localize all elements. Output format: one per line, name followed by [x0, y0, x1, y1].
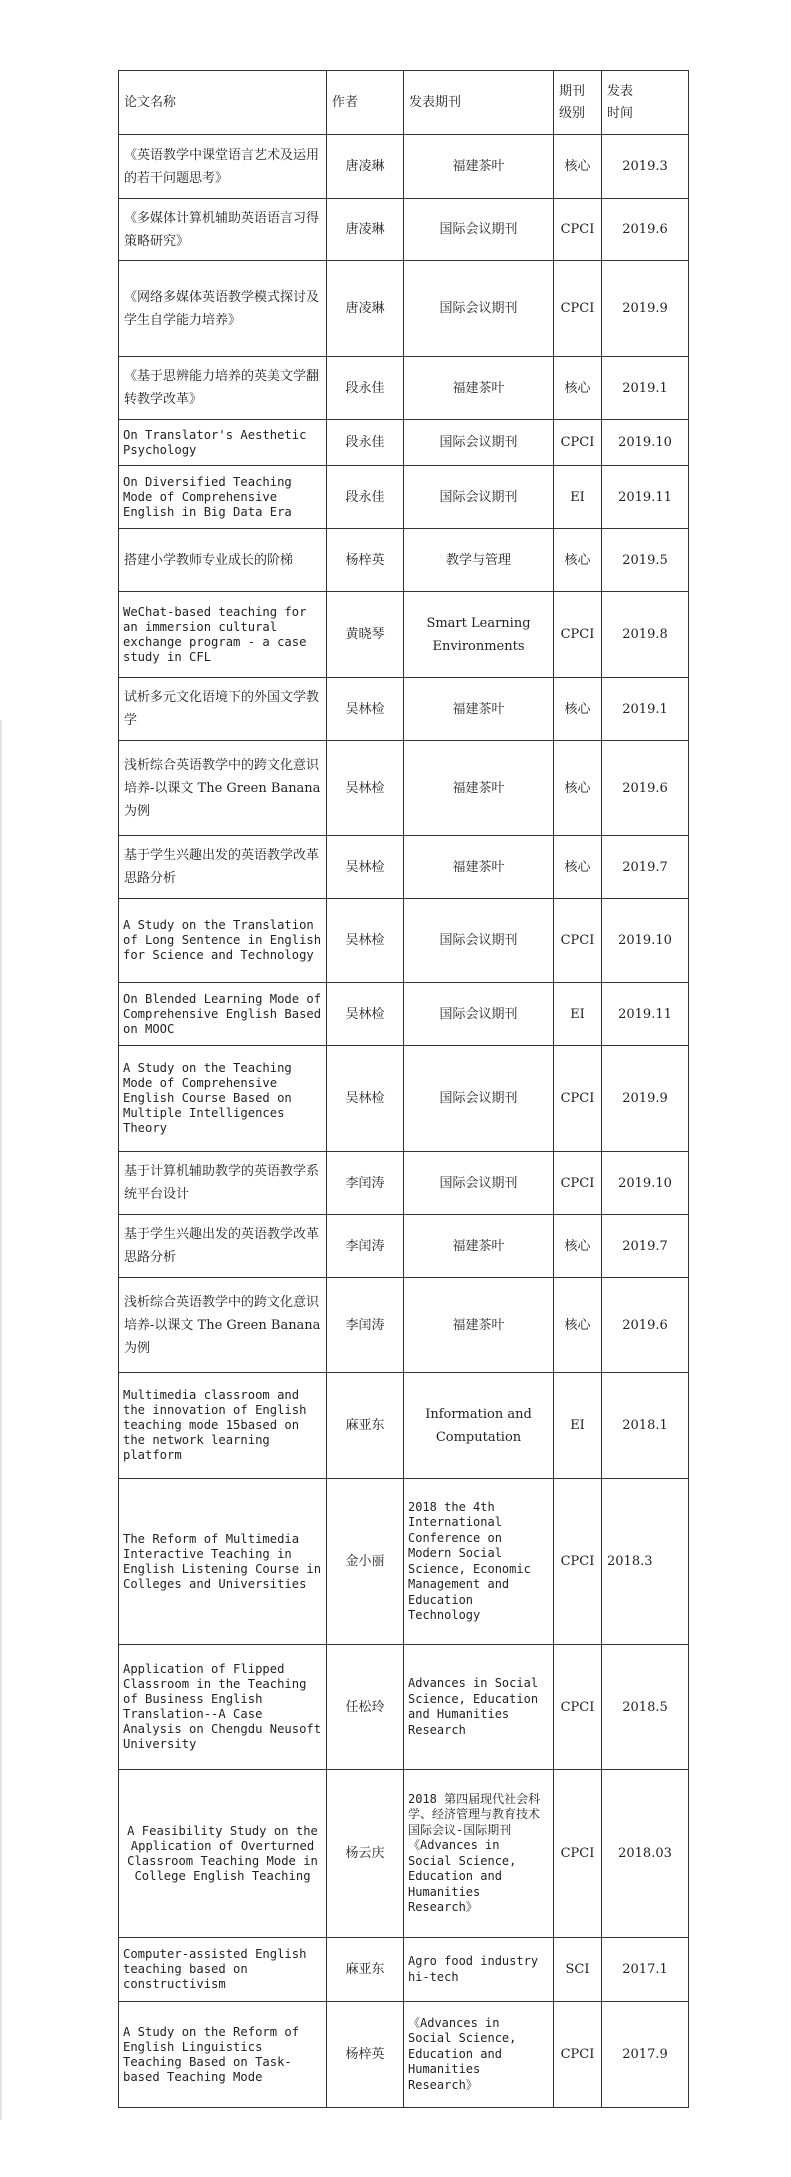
paper-level: SCI [554, 1938, 602, 2002]
paper-author: 李闰涛 [327, 1152, 404, 1215]
page-edge-shadow [0, 720, 2, 2120]
paper-author: 李闰涛 [327, 1215, 404, 1278]
paper-journal: 教学与管理 [404, 529, 554, 592]
paper-title: 《基于思辨能力培养的英美文学翻转教学改革》 [119, 357, 327, 420]
table-row [119, 678, 689, 741]
paper-level: 核心 [554, 529, 602, 592]
table-row [119, 1770, 689, 1938]
paper-level: CPCI [554, 2002, 602, 2108]
table-row [119, 1152, 689, 1215]
table-row [119, 2002, 689, 2108]
paper-level: 核心 [554, 741, 602, 836]
paper-author: 唐凌琳 [327, 135, 404, 199]
paper-journal: 福建茶叶 [404, 1278, 554, 1373]
paper-journal: 国际会议期刊 [404, 199, 554, 261]
paper-level: CPCI [554, 199, 602, 261]
table-row [119, 199, 689, 261]
header-time: 发表 时间 [602, 71, 689, 135]
paper-level: CPCI [554, 261, 602, 357]
paper-date: 2017.1 [602, 1938, 689, 2002]
paper-journal: 2018 第四届现代社会科学、经济管理与教育技术国际会议-国际期刊《Advances in Social Science, Education and Humanities Research》 [404, 1770, 554, 1938]
paper-date: 2018.1 [602, 1373, 689, 1479]
paper-level: 核心 [554, 357, 602, 420]
paper-level: CPCI [554, 899, 602, 983]
paper-date: 2019.6 [602, 1278, 689, 1373]
paper-level: 核心 [554, 1215, 602, 1278]
paper-journal: 国际会议期刊 [404, 899, 554, 983]
paper-title: 《网络多媒体英语教学模式探讨及学生自学能力培养》 [119, 261, 327, 357]
table-row [119, 466, 689, 529]
paper-author: 唐凌琳 [327, 199, 404, 261]
paper-title: A Study on the Teaching Mode of Comprehensive English Course Based on Multiple Intelligences Theory [119, 1046, 327, 1152]
table-row [119, 357, 689, 420]
table-row [119, 1938, 689, 2002]
paper-title: A Study on the Translation of Long Sentence in English for Science and Technology [119, 899, 327, 983]
paper-title: 基于计算机辅助教学的英语教学系统平台设计 [119, 1152, 327, 1215]
paper-title: 浅析综合英语教学中的跨文化意识培养-以课文 The Green Banana 为例 [119, 1278, 327, 1373]
paper-level: EI [554, 1373, 602, 1479]
table-row [119, 592, 689, 678]
paper-title: 基于学生兴趣出发的英语教学改革思路分析 [119, 836, 327, 899]
paper-author: 吴林检 [327, 1046, 404, 1152]
paper-title: 《多媒体计算机辅助英语语言习得策略研究》 [119, 199, 327, 261]
paper-date: 2017.9 [602, 2002, 689, 2108]
paper-journal: Information and Computation [404, 1373, 554, 1479]
paper-journal: 福建茶叶 [404, 135, 554, 199]
paper-level: CPCI [554, 1479, 602, 1645]
paper-date: 2019.1 [602, 357, 689, 420]
paper-date: 2019.7 [602, 836, 689, 899]
paper-date: 2019.6 [602, 199, 689, 261]
paper-author: 吴林检 [327, 836, 404, 899]
paper-date: 2019.11 [602, 466, 689, 529]
paper-date: 2019.10 [602, 899, 689, 983]
paper-title: WeChat-based teaching for an immersion cultural exchange program - a case study in CFL [119, 592, 327, 678]
paper-date: 2018.03 [602, 1770, 689, 1938]
paper-journal: 国际会议期刊 [404, 420, 554, 466]
table-row [119, 899, 689, 983]
table-row [119, 836, 689, 899]
table-row [119, 420, 689, 466]
table-row [119, 1479, 689, 1645]
paper-author: 黄晓琴 [327, 592, 404, 678]
paper-title: 搭建小学教师专业成长的阶梯 [119, 529, 327, 592]
paper-date: 2019.10 [602, 1152, 689, 1215]
paper-level: CPCI [554, 1152, 602, 1215]
paper-author: 段永佳 [327, 357, 404, 420]
paper-date: 2018.3 [602, 1479, 689, 1645]
paper-journal: 国际会议期刊 [404, 1046, 554, 1152]
paper-date: 2019.3 [602, 135, 689, 199]
table-row [119, 741, 689, 836]
header-title: 论文名称 [119, 71, 327, 135]
table-row [119, 1215, 689, 1278]
paper-date: 2019.9 [602, 261, 689, 357]
paper-level: 核心 [554, 1278, 602, 1373]
paper-level: 核心 [554, 836, 602, 899]
paper-journal: 福建茶叶 [404, 357, 554, 420]
paper-date: 2019.9 [602, 1046, 689, 1152]
paper-level: 核心 [554, 135, 602, 199]
table-row [119, 135, 689, 199]
header-row [119, 71, 689, 135]
paper-level: EI [554, 466, 602, 529]
paper-title: A Feasibility Study on the Application of Overturned Classroom Teaching Mode in College English Teaching [119, 1770, 327, 1938]
paper-title: 《英语教学中课堂语言艺术及运用的若干问题思考》 [119, 135, 327, 199]
paper-title: On Translator's Aesthetic Psychology [119, 420, 327, 466]
table-row [119, 1278, 689, 1373]
paper-title: A Study on the Reform of English Linguistics Teaching Based on Task-based Teaching Mode [119, 2002, 327, 2108]
paper-level: 核心 [554, 678, 602, 741]
paper-level: CPCI [554, 1046, 602, 1152]
paper-title: 试析多元文化语境下的外国文学教学 [119, 678, 327, 741]
paper-level: CPCI [554, 420, 602, 466]
paper-journal: 国际会议期刊 [404, 983, 554, 1046]
paper-level: CPCI [554, 1645, 602, 1770]
paper-journal: 福建茶叶 [404, 836, 554, 899]
paper-author: 唐凌琳 [327, 261, 404, 357]
paper-journal: Smart Learning Environments [404, 592, 554, 678]
header-level: 期刊 级别 [554, 71, 602, 135]
paper-level: EI [554, 983, 602, 1046]
paper-author: 吴林检 [327, 678, 404, 741]
paper-title: Application of Flipped Classroom in the Teaching of Business English Translation--A Case Analysis on Chengdu Neusoft University [119, 1645, 327, 1770]
table-row [119, 529, 689, 592]
paper-date: 2019.6 [602, 741, 689, 836]
paper-title: On Blended Learning Mode of Comprehensive English Based on MOOC [119, 983, 327, 1046]
paper-author: 杨云庆 [327, 1770, 404, 1938]
paper-date: 2019.1 [602, 678, 689, 741]
header-author: 作者 [327, 71, 404, 135]
paper-author: 吴林检 [327, 983, 404, 1046]
paper-journal: Advances in Social Science, Education and Humanities Research [404, 1645, 554, 1770]
paper-level: CPCI [554, 592, 602, 678]
paper-date: 2019.10 [602, 420, 689, 466]
paper-journal: 福建茶叶 [404, 1215, 554, 1278]
table-row [119, 261, 689, 357]
paper-journal: 国际会议期刊 [404, 1152, 554, 1215]
paper-title: The Reform of Multimedia Interactive Teaching in English Listening Course in Colleges and Universities [119, 1479, 327, 1645]
paper-author: 任松玲 [327, 1645, 404, 1770]
paper-title: 基于学生兴趣出发的英语教学改革思路分析 [119, 1215, 327, 1278]
paper-author: 麻亚东 [327, 1373, 404, 1479]
paper-author: 吴林检 [327, 899, 404, 983]
papers-table [118, 70, 689, 2108]
paper-author: 李闰涛 [327, 1278, 404, 1373]
table-row [119, 983, 689, 1046]
header-journal: 发表期刊 [404, 71, 554, 135]
paper-date: 2019.5 [602, 529, 689, 592]
paper-title: Computer-assisted English teaching based on constructivism [119, 1938, 327, 2002]
paper-date: 2019.7 [602, 1215, 689, 1278]
paper-author: 杨梓英 [327, 2002, 404, 2108]
paper-journal: 福建茶叶 [404, 741, 554, 836]
paper-author: 杨梓英 [327, 529, 404, 592]
paper-author: 段永佳 [327, 466, 404, 529]
table-row [119, 1046, 689, 1152]
paper-level: CPCI [554, 1770, 602, 1938]
paper-journal: 《Advances in Social Science, Education and Humanities Research》 [404, 2002, 554, 2108]
paper-title: Multimedia classroom and the innovation of English teaching mode 15based on the network learning platform [119, 1373, 327, 1479]
paper-date: 2019.8 [602, 592, 689, 678]
table-row [119, 1645, 689, 1770]
paper-title: 浅析综合英语教学中的跨文化意识培养-以课文 The Green Banana 为例 [119, 741, 327, 836]
paper-date: 2018.5 [602, 1645, 689, 1770]
paper-journal: 国际会议期刊 [404, 466, 554, 529]
paper-journal: 国际会议期刊 [404, 261, 554, 357]
paper-journal: 2018 the 4th International Conference on Modern Social Science, Economic Management and Education Technology [404, 1479, 554, 1645]
paper-journal: 福建茶叶 [404, 678, 554, 741]
paper-title: On Diversified Teaching Mode of Comprehensive English in Big Data Era [119, 466, 327, 529]
paper-author: 麻亚东 [327, 1938, 404, 2002]
paper-author: 金小丽 [327, 1479, 404, 1645]
paper-journal: Agro food industry hi-tech [404, 1938, 554, 2002]
paper-author: 段永佳 [327, 420, 404, 466]
table-row [119, 1373, 689, 1479]
paper-author: 吴林检 [327, 741, 404, 836]
paper-date: 2019.11 [602, 983, 689, 1046]
